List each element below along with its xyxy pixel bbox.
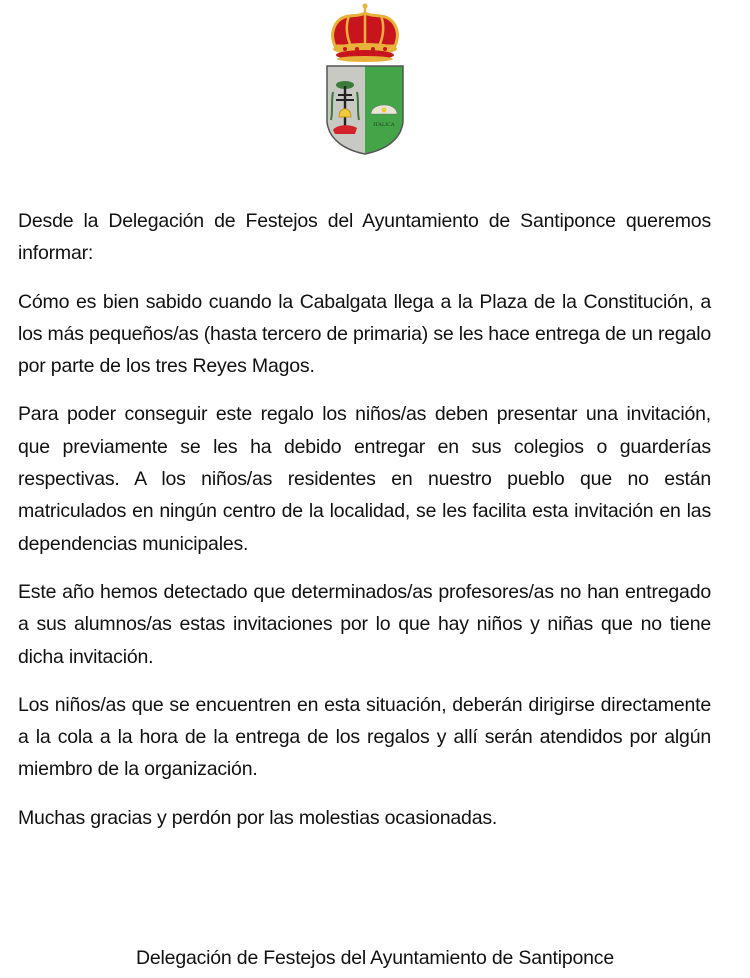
paragraph-cabalgata: Cómo es bien sabido cuando la Cabalgata llega a la Plaza de la Constitución, a los más pequeños/as (hasta tercero de primaria) se les hace entrega de un regalo por parte de los tres Reyes Magos. (18, 290, 711, 378)
paragraph-intro: Desde la Delegación de Festejos del Ayuntamiento de Santiponce queremos informar: (18, 210, 711, 265)
notice-body (18, 205, 711, 850)
shield-text: ITALICA (373, 122, 395, 128)
footer-signature: Delegación de Festejos del Ayuntamiento de Santiponce (136, 947, 614, 969)
coat-of-arms-icon (325, 2, 405, 157)
paragraph-detected-issue: Este año hemos detectado que determinados/as profesores/as no han entregado a sus alumnos/as estas invitaciones por lo que hay niños y niñas que no tiene dicha invitación. (18, 580, 711, 668)
shield-icon (327, 66, 403, 154)
paragraph-invitation: Para poder conseguir este regalo los niños/as deben presentar una invitación, que previamente se les ha debido entregar en sus colegios o guarderías respectivas. A los niños/as residentes en nuestro pueblo que no están matriculados en ningún centro de la localidad, se les facilita esta invitación en las dependencias municipales. (18, 403, 711, 555)
paragraph-instructions: Los niños/as que se encuentren en esta situación, deberán dirigirse directamente a la cola a la hora de la entrega de los regalos y allí serán atendidos por algún miembro de la organización. (18, 693, 711, 781)
paragraph-thanks: Muchas gracias y perdón por las molestias ocasionadas. (18, 806, 498, 829)
crown-icon (333, 4, 398, 63)
municipal-crest (325, 2, 405, 157)
